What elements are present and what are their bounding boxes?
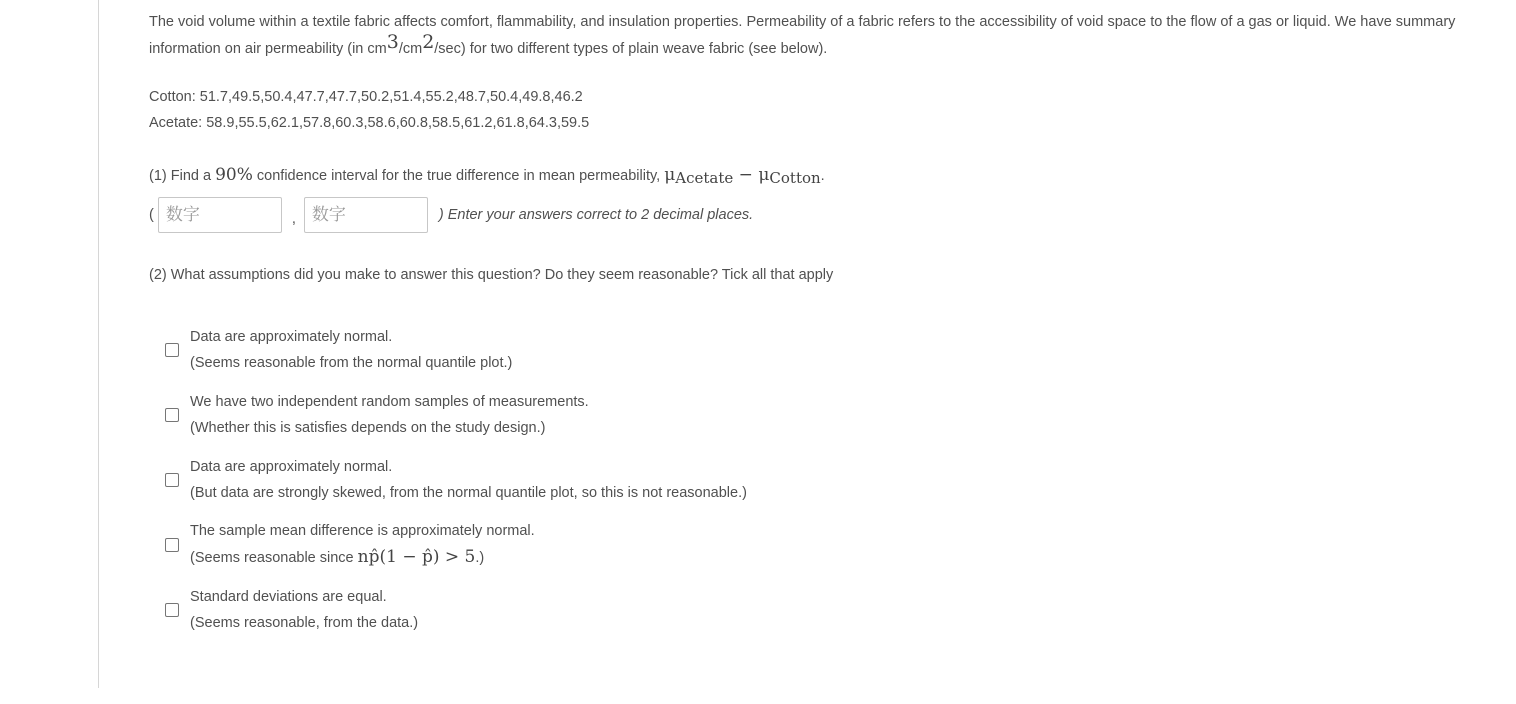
option-5-line1: Standard deviations are equal. (190, 588, 387, 605)
option-3-checkbox[interactable] (165, 473, 179, 487)
answer-hint-text: ) Enter your answers correct to 2 decimal places. (438, 207, 754, 223)
option-2-checkbox[interactable] (165, 408, 179, 422)
answer-hint (439, 207, 753, 223)
lower-bound-input[interactable] (158, 197, 282, 233)
option-4-line2-pre: (Seems reasonable since (190, 550, 358, 566)
option-1-text (190, 324, 512, 376)
q1-period: . (820, 168, 825, 184)
subscript-acetate: Acetate (675, 169, 734, 187)
option-4-line1: The sample mean difference is approximately normal. (190, 523, 535, 539)
option-4-math: np̂(1 − p̂) > 5 (357, 547, 476, 567)
minus-sign: − (733, 165, 759, 185)
data-block (149, 84, 1509, 136)
q1-middle-text: confidence interval for the true difference in mean permeability, (252, 168, 665, 184)
option-2[interactable] (165, 382, 1509, 447)
option-1[interactable] (165, 317, 1509, 382)
comma-separator: , (291, 211, 296, 227)
mu-symbol: μ (664, 165, 676, 185)
open-paren: ( (149, 207, 154, 223)
option-5-text (190, 584, 418, 636)
option-1-line2: (Seems reasonable from the normal quantile plot.) (190, 354, 513, 371)
intro-paragraph (149, 10, 1509, 62)
intro-superscript-2: 2 (422, 31, 435, 53)
interval-answer-row (149, 195, 1509, 235)
q1-prefix: (1) Find a (149, 168, 216, 184)
assumption-options (149, 317, 1509, 642)
intro-text-2: /cm (398, 41, 423, 57)
option-4-line2-post: .) (475, 550, 485, 566)
option-4-line2 (190, 544, 535, 571)
option-5[interactable] (165, 577, 1509, 642)
intro-text-3: /sec) for two different types of plain weave fabric (see below). (434, 41, 828, 57)
question-1 (149, 162, 1509, 189)
q1-math-expression (664, 165, 820, 185)
option-1-checkbox[interactable] (165, 343, 179, 357)
option-3-line1: Data are approximately normal. (190, 458, 393, 475)
question-content (149, 10, 1509, 642)
option-4[interactable] (165, 512, 1509, 577)
q1-confidence-level: 90% (215, 165, 253, 185)
option-4-text (190, 518, 535, 571)
left-divider (98, 0, 99, 688)
intro-superscript-3: 3 (386, 31, 399, 53)
option-1-line1: Data are approximately normal. (190, 328, 393, 345)
upper-bound-input[interactable] (304, 197, 428, 233)
option-5-checkbox[interactable] (165, 603, 179, 617)
option-4-checkbox[interactable] (165, 538, 179, 552)
cotton-data: Cotton: 51.7,49.5,50.4,47.7,47.7,50.2,51.4,55.2,48.7,50.4,49.8,46.2 (149, 89, 583, 105)
subscript-cotton: Cotton (769, 169, 821, 187)
option-3-line2: (But data are strongly skewed, from the normal quantile plot, so this is not reasonable.) (190, 484, 747, 501)
option-2-line2: (Whether this is satisfies depends on the study design.) (190, 419, 546, 436)
option-5-line2: (Seems reasonable, from the data.) (190, 614, 419, 631)
option-2-line1: We have two independent random samples of measurements. (190, 393, 589, 410)
intro-text-1: The void volume within a textile fabric affects comfort, flammability, and insulation properties. Permeability of a fabric refers to the accessibility of void space to the flow of a gas or liquid. We have summary information on air permeability (in cm (149, 14, 1456, 57)
option-2-text (190, 389, 589, 441)
question-2: (2) What assumptions did you make to answer this question? Do they seem reasonable? Tick all that apply (149, 267, 834, 283)
acetate-data: Acetate: 58.9,55.5,62.1,57.8,60.3,58.6,60.8,58.5,61.2,61.8,64.3,59.5 (149, 115, 590, 131)
option-3-text (190, 454, 747, 506)
option-3[interactable] (165, 447, 1509, 512)
mu-symbol: μ (758, 165, 770, 185)
